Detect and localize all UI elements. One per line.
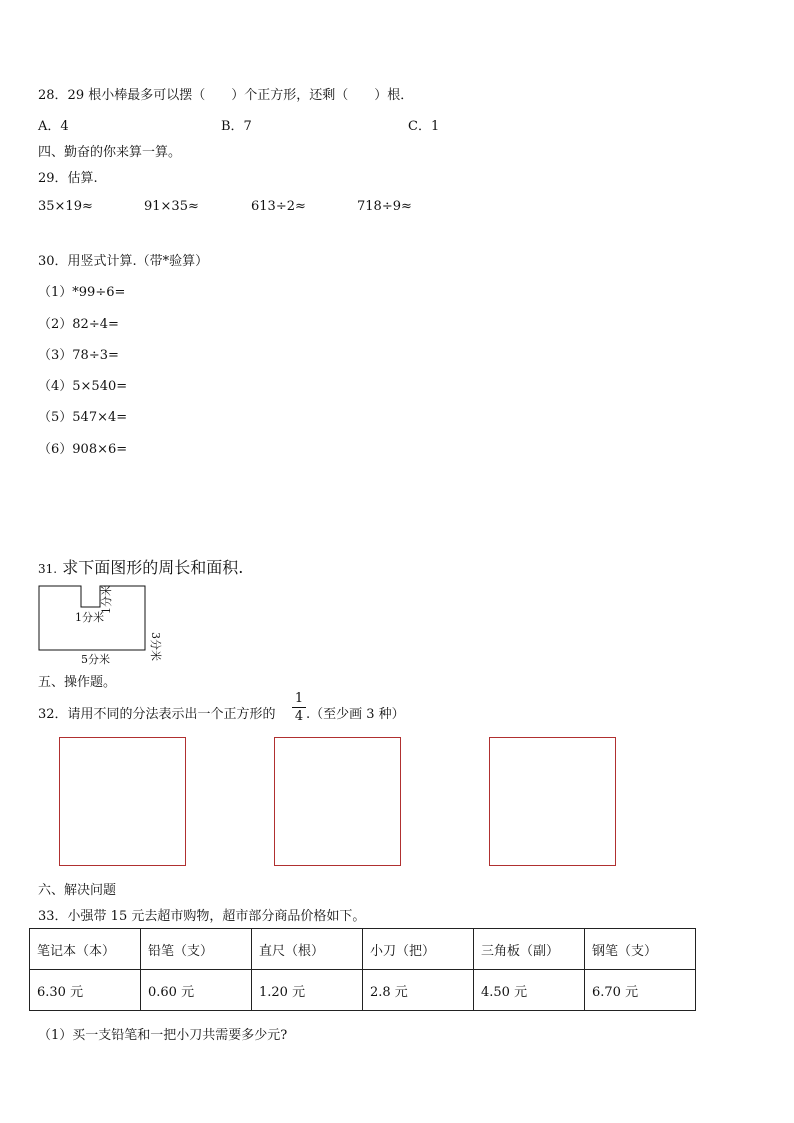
q31-number: 31. [38, 562, 58, 576]
header-triangle-ruler: 三角板（副） [474, 929, 585, 970]
drawing-square-3[interactable] [489, 737, 616, 866]
q29-title: 29．估算. [38, 171, 98, 186]
q32-text: 32．请用不同的分法表示出一个正方形的 [38, 707, 276, 722]
fraction-bar [292, 707, 306, 708]
q32-text-suffix: .（至少画 3 种） [306, 707, 405, 722]
q33-text: 33．小强带 15 元去超市购物，超市部分商品价格如下。 [38, 909, 366, 924]
section-4-heading: 四、勤奋的你来算一算。 [38, 145, 182, 160]
q31-title: 求下面图形的周长和面积. [62, 558, 244, 577]
header-pen: 钢笔（支） [585, 929, 696, 970]
q29-item-3: 613÷2≈ [251, 199, 306, 214]
fraction-denominator: 4 [294, 709, 304, 724]
drawing-square-1[interactable] [59, 737, 186, 866]
price-pen: 6.70 元 [585, 970, 696, 1011]
q28-option-b: B．7 [221, 119, 252, 134]
q30-item-2: （2）82÷4= [38, 317, 119, 332]
section-6-heading: 六、解决问题 [38, 883, 117, 898]
price-triangle-ruler: 4.50 元 [474, 970, 585, 1011]
fraction-numerator: 1 [294, 691, 304, 706]
header-knife: 小刀（把） [363, 929, 474, 970]
price-table-header-row [30, 929, 696, 970]
header-notebook: 笔记本（本） [30, 929, 141, 970]
q33-price-table [29, 928, 696, 1011]
figure-notch-depth-label: 1分米 [100, 585, 113, 614]
price-knife: 2.8 元 [363, 970, 474, 1011]
header-pencil: 铅笔（支） [141, 929, 252, 970]
q30-title: 30．用竖式计算.（带*验算） [38, 254, 209, 269]
q30-item-4: （4）5×540= [38, 379, 128, 394]
q28-option-a: A．4 [38, 119, 69, 134]
price-ruler: 1.20 元 [252, 970, 363, 1011]
q30-item-1: （1）*99÷6= [38, 285, 126, 300]
q29-item-4: 718÷9≈ [357, 199, 412, 214]
q30-item-5: （5）547×4= [38, 410, 128, 425]
price-table-price-row [30, 970, 696, 1011]
header-ruler: 直尺（根） [252, 929, 363, 970]
q29-item-1: 35×19≈ [38, 199, 93, 214]
figure-notch-width-label: 1分米 [75, 611, 104, 624]
q31-notched-rectangle-figure [38, 585, 170, 667]
q32-fraction [292, 691, 306, 724]
price-notebook: 6.30 元 [30, 970, 141, 1011]
q28-question: 28．29 根小棒最多可以摆（ ）个正方形，还剩（ ）根． [38, 88, 414, 103]
q30-item-3: （3）78÷3= [38, 348, 119, 363]
price-pencil: 0.60 元 [141, 970, 252, 1011]
q29-item-2: 91×35≈ [144, 199, 199, 214]
q33-sub-question-1: （1）买一支铅笔和一把小刀共需要多少元? [38, 1028, 288, 1043]
q28-option-c: C．1 [408, 119, 440, 134]
figure-width-label: 5分米 [81, 653, 110, 666]
q30-item-6: （6）908×6= [38, 442, 128, 457]
drawing-square-2[interactable] [274, 737, 401, 866]
section-5-heading: 五、操作题。 [38, 675, 117, 690]
q31-heading [38, 555, 243, 578]
figure-height-label: 3分米 [149, 632, 162, 661]
